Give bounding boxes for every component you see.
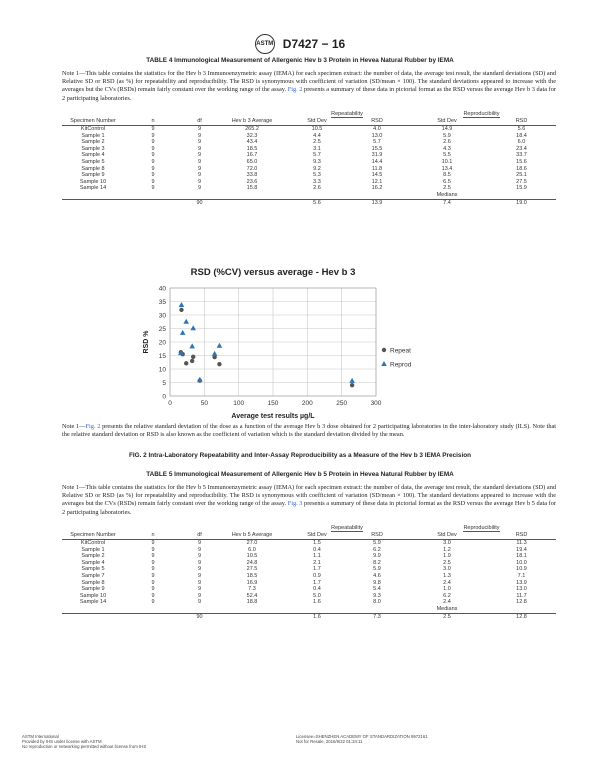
table-cell: Sample 4 bbox=[81, 559, 105, 566]
table-cell: KitControl bbox=[80, 540, 106, 546]
table-row bbox=[62, 547, 556, 554]
table-cell: 4.6 bbox=[373, 572, 381, 579]
column-header: RSD bbox=[347, 532, 407, 540]
table-cell: 15.6 bbox=[516, 158, 527, 165]
table-cell: 5.6 bbox=[517, 126, 526, 132]
legend-label: Repeat bbox=[390, 347, 411, 355]
table-cell: 9.8 bbox=[373, 579, 381, 586]
table-cell: 5.7 bbox=[313, 152, 321, 159]
table-cell: 8.2 bbox=[373, 559, 381, 566]
chart-title: RSD (%CV) versus average - Hev b 3 bbox=[190, 267, 356, 278]
table-cell: 12.1 bbox=[371, 178, 383, 185]
table-cell: Sample 9 bbox=[81, 172, 105, 179]
legend-marker-reprod bbox=[381, 361, 387, 366]
table-row bbox=[62, 172, 556, 179]
table-cell: 18.5 bbox=[246, 145, 258, 152]
y-tick-label: 10 bbox=[158, 366, 166, 374]
table-cell: 9 bbox=[151, 185, 155, 192]
summary-cell bbox=[217, 199, 287, 206]
figure2-caption: FIG. 2 Intra-Laboratory Repeatability and Inter-Assay Reproducibility as a Measure of the Hev b 3 IEMA Precision bbox=[128, 452, 472, 459]
y-tick-label: 0 bbox=[162, 393, 166, 401]
table4-header-row bbox=[62, 118, 556, 126]
table-cell: 23.4 bbox=[516, 145, 527, 152]
column-header: Hev b 3 Average bbox=[217, 118, 287, 126]
table-cell: 9 bbox=[197, 592, 202, 599]
table-cell: 9.9 bbox=[373, 553, 381, 560]
table-cell: 31.9 bbox=[371, 152, 383, 159]
table-cell: 9 bbox=[197, 185, 202, 192]
table-cell: 9 bbox=[151, 559, 155, 566]
table-cell: 14.4 bbox=[371, 158, 383, 165]
table-cell: 1.1 bbox=[313, 553, 321, 560]
x-tick-label: 0 bbox=[168, 400, 172, 407]
table-cell: Sample 7 bbox=[81, 572, 105, 579]
table-cell: 2.5 bbox=[443, 185, 451, 192]
table-cell: 9 bbox=[197, 566, 202, 573]
table-cell: Sample 10 bbox=[79, 178, 107, 185]
note-text: —This table contains the statistics for the Hev b 3 Immunoenzymetric assay (IEMA) for each specimen extract: the number of data, the average test result, the standard deviations (SD) and Relative SD or RSD (as %) for repeatability and reproducibility. The RSD is synonymous with coefficient of variation (SD/mean × 100). The standard deviations appeared to increase with the averages but the CVs (RSDs) remain fairly constant over the working range of the assay. bbox=[62, 70, 556, 94]
table-row bbox=[62, 133, 556, 140]
table-cell: 0.4 bbox=[313, 546, 321, 553]
table-cell: Sample 14 bbox=[79, 185, 107, 192]
table-cell: 1.0 bbox=[443, 586, 451, 593]
y-tick-label: 5 bbox=[162, 380, 166, 387]
table-cell: 3.0 bbox=[443, 566, 451, 573]
table-cell: 6.2 bbox=[443, 592, 451, 599]
table-cell: 9 bbox=[197, 553, 202, 560]
summary-cell: 13.9 bbox=[347, 199, 407, 206]
medians-label: Medians bbox=[436, 605, 458, 612]
table5-header-row bbox=[62, 532, 556, 540]
table-cell: 9 bbox=[151, 158, 155, 165]
table-cell: Sample 9 bbox=[81, 586, 105, 593]
table-row bbox=[62, 580, 556, 587]
table-cell: Sample 1 bbox=[81, 546, 105, 553]
table-cell: Sample 10 bbox=[79, 592, 107, 599]
data-point-reprod bbox=[189, 343, 195, 348]
table-cell: 25.1 bbox=[516, 172, 527, 179]
x-tick-label: 150 bbox=[267, 400, 279, 407]
table-cell: 4.0 bbox=[373, 126, 381, 132]
data-point-repeat bbox=[350, 383, 354, 387]
table-cell: 9 bbox=[197, 165, 202, 172]
table-cell: 1.5 bbox=[313, 540, 321, 546]
data-point-repeat bbox=[217, 362, 221, 366]
table-row bbox=[62, 185, 556, 192]
table-row bbox=[62, 152, 556, 159]
table-cell: Sample 1 bbox=[81, 132, 105, 139]
column-header: Std Dev bbox=[407, 118, 487, 126]
table-cell: 9.2 bbox=[313, 165, 321, 172]
table-cell: 9 bbox=[197, 139, 202, 146]
legend-marker-repeat bbox=[382, 348, 386, 352]
table-cell: 1.2 bbox=[443, 546, 451, 553]
table-cell: 24.8 bbox=[246, 559, 258, 566]
table-cell: 15.5 bbox=[371, 145, 383, 152]
table-cell: 9.3 bbox=[373, 592, 381, 599]
table-row bbox=[62, 573, 556, 580]
table-cell: Sample 5 bbox=[81, 158, 105, 165]
note-text: presents a summary of these data in pictorial format as the RSD versus the average Hev b 5 data for 2 participating laboratories. bbox=[62, 500, 556, 516]
table-cell: 5.9 bbox=[373, 566, 381, 573]
table-cell: 33.8 bbox=[246, 172, 258, 179]
table-cell: 9 bbox=[197, 158, 202, 165]
table-cell: 9 bbox=[151, 546, 155, 553]
table-cell: 5.5 bbox=[443, 152, 451, 159]
table-cell: 9 bbox=[197, 178, 202, 185]
x-tick-label: 250 bbox=[336, 400, 348, 407]
table-cell: 2.6 bbox=[443, 139, 451, 146]
table-cell: KitControl bbox=[80, 126, 106, 132]
table-cell: 9 bbox=[151, 572, 155, 579]
x-tick-label: 50 bbox=[200, 400, 208, 407]
table-cell: 9 bbox=[151, 178, 155, 185]
table-cell: Sample 3 bbox=[81, 145, 105, 152]
summary-cell: 12.8 bbox=[487, 613, 556, 620]
medians-row bbox=[62, 606, 556, 613]
summary-cell: 90 bbox=[182, 199, 217, 206]
data-point-reprod bbox=[180, 330, 186, 335]
table-cell: 9 bbox=[151, 579, 155, 586]
y-axis-label: RSD % bbox=[143, 330, 150, 354]
note-text: —This table contains the statistics for the Hev b 5 Immunoenzymetric assay (IEMA) for each specimen extract: the number of data, the average test result, the standard deviations (SD) and Relative SD or RSD (as %) for repeatability and reproducibility. The RSD is synonymous with coefficient of variation (SD/mean × 100). The standard deviations appeared to increase with the averages but the CVs (RSDs) remain fairly constant over the working range of the assay. bbox=[62, 484, 556, 508]
table-cell: 4.3 bbox=[443, 145, 451, 152]
table-cell: Sample 2 bbox=[81, 553, 105, 560]
data-point-repeat bbox=[191, 355, 195, 359]
summary-cell bbox=[124, 613, 182, 620]
table-cell: 10.1 bbox=[441, 158, 453, 165]
table-cell: 9 bbox=[197, 586, 202, 593]
table-cell: 9 bbox=[197, 152, 202, 159]
table-cell: 11.8 bbox=[371, 165, 383, 172]
summary-cell bbox=[217, 613, 287, 620]
summary-row bbox=[62, 199, 556, 206]
table-cell: 5.4 bbox=[373, 586, 381, 593]
table4 bbox=[62, 110, 556, 206]
summary-cell: 5.6 bbox=[287, 199, 347, 206]
table-cell: Sample 14 bbox=[79, 599, 107, 606]
y-tick-label: 15 bbox=[158, 353, 166, 360]
table-cell: 2.1 bbox=[313, 559, 321, 566]
table-cell: 5.9 bbox=[373, 540, 381, 546]
summary-cell bbox=[62, 613, 124, 620]
table-cell: 12.8 bbox=[516, 599, 527, 606]
table-cell: 11.7 bbox=[516, 592, 527, 599]
data-point-repeat bbox=[179, 308, 183, 312]
table-cell: 9 bbox=[197, 546, 202, 553]
table-cell: 15.8 bbox=[246, 185, 258, 192]
table-cell: 5.9 bbox=[443, 132, 451, 139]
footer-left bbox=[22, 734, 146, 750]
table-cell: 23.6 bbox=[246, 178, 258, 185]
table-cell: 27.0 bbox=[246, 540, 258, 546]
table-cell: 9 bbox=[151, 599, 155, 606]
table-cell: 5.0 bbox=[313, 592, 321, 599]
table-cell: 1.7 bbox=[313, 566, 321, 573]
table-cell: 4.4 bbox=[313, 132, 321, 139]
table-cell: 18.6 bbox=[516, 165, 527, 172]
table-cell: 9 bbox=[151, 126, 155, 132]
table-cell: 3.1 bbox=[313, 145, 321, 152]
table-cell: 15.9 bbox=[516, 185, 527, 192]
note-text: presents the relative standard deviation of the dose as a function of the average Hev b 3 dose obtained for 2 participating laboratories in the inter-laboratory study (ILS). Note that the relative standard deviation or RSD is also known as the coefficient of variation which is the standard deviation divided by the mean. bbox=[62, 423, 557, 439]
table-cell: 9 bbox=[151, 172, 155, 179]
x-axis-label: Average test results µg/L bbox=[231, 413, 315, 420]
table-row bbox=[62, 126, 556, 133]
table-row bbox=[62, 593, 556, 600]
table-cell: 9 bbox=[197, 145, 202, 152]
note-label: Note 1 bbox=[62, 484, 80, 491]
table-cell: 18.4 bbox=[516, 132, 527, 139]
table-cell: 0.4 bbox=[313, 586, 321, 593]
summary-cell: 7.3 bbox=[347, 613, 407, 620]
table-cell: 6.0 bbox=[248, 546, 256, 553]
table-cell: 2.5 bbox=[313, 139, 321, 146]
table-cell: 18.5 bbox=[246, 572, 258, 579]
column-header: RSD bbox=[487, 118, 556, 126]
table-cell: 8.0 bbox=[373, 599, 381, 606]
y-tick-label: 20 bbox=[158, 339, 166, 347]
table-cell: 9 bbox=[151, 592, 155, 599]
table5-title: TABLE 5 Immunological Measurement of Allergenic Hev b 5 Protein in Hevea Natural Rubber by IEMA bbox=[146, 471, 454, 478]
table-cell: 9 bbox=[197, 579, 202, 586]
summary-cell: 19.0 bbox=[487, 199, 556, 206]
table-cell: 1.6 bbox=[313, 599, 321, 606]
note-label: Note 1 bbox=[62, 70, 80, 77]
rsd-scatter-chart bbox=[120, 258, 450, 420]
y-tick-label: 30 bbox=[158, 312, 166, 320]
footer-line: ASTM International bbox=[22, 734, 59, 739]
column-header: RSD bbox=[347, 118, 407, 126]
data-point-reprod bbox=[349, 378, 355, 383]
footer-line: Provided by IHS under license with ASTM bbox=[22, 739, 102, 745]
fig3-link[interactable]: Fig. 3 bbox=[287, 500, 303, 508]
summary-row bbox=[62, 613, 556, 620]
table-cell: 265.2 bbox=[245, 126, 259, 132]
table-cell: 2.5 bbox=[443, 559, 451, 566]
table-cell: Sample 8 bbox=[81, 579, 105, 586]
table-row bbox=[62, 553, 556, 560]
table-row bbox=[62, 139, 556, 146]
table-cell: 27.5 bbox=[246, 566, 258, 573]
table-cell: 14.5 bbox=[371, 172, 383, 179]
footer-line: Not for Resale, 2016/9/22 01:34:11 bbox=[296, 739, 363, 745]
data-point-reprod bbox=[190, 325, 196, 330]
column-header: n bbox=[124, 532, 182, 540]
table-cell: 14.9 bbox=[441, 126, 453, 132]
note-text: presents a summary of these data in pictorial format as the RSD versus the average Hev b 3 data for 2 participating laboratories. bbox=[62, 86, 556, 102]
table-cell: 1.7 bbox=[313, 579, 321, 586]
table-cell: Sample 2 bbox=[81, 139, 105, 146]
astm-logo-icon: ASTM bbox=[255, 34, 275, 54]
summary-cell: 2.5 bbox=[407, 613, 487, 620]
table-cell: 9 bbox=[151, 566, 155, 573]
summary-cell bbox=[62, 199, 124, 206]
table-row bbox=[62, 166, 556, 173]
table-row bbox=[62, 586, 556, 593]
data-point-reprod bbox=[212, 351, 218, 356]
y-tick-label: 40 bbox=[158, 285, 166, 293]
table-row bbox=[62, 146, 556, 153]
table-cell: 10.9 bbox=[516, 566, 527, 573]
x-tick-label: 300 bbox=[370, 400, 382, 407]
column-header: RSD bbox=[487, 532, 556, 540]
table-row bbox=[62, 159, 556, 166]
table-cell: Sample 8 bbox=[81, 165, 105, 172]
table-cell: 1.3 bbox=[443, 572, 451, 579]
y-tick-label: 25 bbox=[158, 326, 166, 333]
table-cell: 13.0 bbox=[371, 132, 383, 139]
table5-note bbox=[62, 484, 556, 517]
table-cell: Sample 4 bbox=[81, 152, 105, 159]
table-cell: 5.7 bbox=[373, 139, 381, 146]
table-cell: 9 bbox=[151, 165, 155, 172]
fig2-link[interactable]: Fig. 2 bbox=[287, 86, 303, 94]
table-cell: 2.4 bbox=[443, 579, 451, 586]
table-cell: 65.0 bbox=[246, 158, 258, 165]
group-header-repeatability: Repeatability bbox=[331, 110, 363, 117]
table-cell: 2.4 bbox=[443, 599, 451, 606]
table-cell: 6.2 bbox=[373, 546, 381, 553]
table-cell: 3.0 bbox=[443, 540, 451, 546]
table-cell: 9 bbox=[151, 586, 155, 593]
x-tick-label: 200 bbox=[301, 400, 313, 407]
table-cell: 9 bbox=[197, 572, 202, 579]
table-cell: 8.5 bbox=[443, 172, 451, 179]
document-header bbox=[0, 34, 600, 54]
table-cell: 43.4 bbox=[246, 139, 258, 146]
table-cell: 9 bbox=[151, 152, 155, 159]
table-cell: 5.3 bbox=[313, 172, 321, 179]
table-row bbox=[62, 560, 556, 567]
table-cell: 9 bbox=[197, 559, 202, 566]
table-cell: 6.5 bbox=[443, 178, 451, 185]
x-tick-label: 100 bbox=[233, 400, 245, 407]
table-cell: 33.7 bbox=[516, 152, 527, 159]
document-id: D7427 − 16 bbox=[282, 37, 346, 51]
table-cell: 9.3 bbox=[313, 158, 321, 165]
table4-title: TABLE 4 Immunological Measurement of Allergenic Hev b 3 Protein in Hevea Natural Rubber by IEMA bbox=[146, 57, 454, 64]
figure2-note: Note 1—Fig. 2 presents the relative standard deviation of the dose as a function of the average Hev b 3 dose obtained for 2 participating laboratories in the inter-laboratory study (ILS). Note that the relative standard deviation or RSD is also known as the coefficient of variation which is the standard deviation divided by the mean. bbox=[62, 423, 557, 439]
table-cell: 9 bbox=[151, 132, 155, 139]
footer-right bbox=[296, 734, 428, 744]
column-header: Std Dev bbox=[407, 532, 487, 540]
table-cell: 9 bbox=[197, 540, 202, 546]
summary-cell: 7.4 bbox=[407, 199, 487, 206]
group-header-repeatability: Repeatability bbox=[331, 524, 363, 531]
fig2-link[interactable]: Fig. 2 bbox=[85, 423, 101, 430]
y-tick-label: 35 bbox=[158, 299, 166, 306]
table-cell: Sample 5 bbox=[81, 566, 105, 573]
table-cell: 7.1 bbox=[517, 572, 526, 579]
data-point-repeat bbox=[184, 361, 188, 365]
table-cell: 9 bbox=[197, 599, 202, 606]
table-row bbox=[62, 599, 556, 606]
table-cell: 18.1 bbox=[516, 553, 527, 560]
table-cell: 0.9 bbox=[313, 572, 321, 579]
column-header: df bbox=[182, 118, 217, 126]
table-cell: 18.8 bbox=[246, 599, 258, 606]
column-header: Std Dev bbox=[287, 118, 347, 126]
group-header-reproducibility: Reproducibility bbox=[463, 524, 500, 531]
table-cell: 16.7 bbox=[246, 152, 258, 159]
column-header: Hev b 5 Average bbox=[217, 532, 287, 540]
table-cell: 10.5 bbox=[311, 126, 323, 132]
table-cell: 13.0 bbox=[516, 586, 527, 593]
summary-cell: 90 bbox=[182, 613, 217, 620]
table-cell: 16.2 bbox=[371, 185, 383, 192]
table-cell: 9 bbox=[151, 553, 155, 560]
table-row bbox=[62, 179, 556, 186]
footer-line: No reproduction or networking permitted without license from IHS bbox=[22, 744, 147, 750]
table-cell: 7.3 bbox=[248, 586, 256, 593]
table-cell: 19.4 bbox=[516, 546, 527, 553]
table-cell: 2.6 bbox=[313, 185, 321, 192]
table-cell: 3.3 bbox=[313, 178, 321, 185]
table-cell: 9 bbox=[197, 132, 202, 139]
medians-row bbox=[62, 192, 556, 199]
summary-cell bbox=[124, 199, 182, 206]
table-cell: 32.3 bbox=[246, 132, 258, 139]
table-row bbox=[62, 540, 556, 547]
table-cell: 1.9 bbox=[443, 553, 451, 560]
group-header-reproducibility: Reproducibility bbox=[463, 110, 500, 117]
table-cell: 9 bbox=[151, 139, 155, 146]
column-header: Specimen Number bbox=[62, 532, 124, 540]
data-point-reprod bbox=[217, 343, 223, 348]
table4-note bbox=[62, 70, 556, 103]
column-header: n bbox=[124, 118, 182, 126]
table-cell: 9 bbox=[151, 540, 155, 546]
table-cell: 13.9 bbox=[516, 579, 527, 586]
footer-line: Licensee=SHENZHEN ACADEMY OF STANDARDIZATION 9972161 bbox=[296, 734, 428, 739]
table-row bbox=[62, 566, 556, 573]
table-cell: 27.5 bbox=[516, 178, 527, 185]
medians-label: Medians bbox=[436, 191, 458, 198]
summary-cell: 1.6 bbox=[287, 613, 347, 620]
data-point-reprod bbox=[179, 302, 185, 307]
table-cell: 13.4 bbox=[441, 165, 453, 172]
column-header: Std Dev bbox=[287, 532, 347, 540]
table-cell: 72.0 bbox=[246, 165, 258, 172]
data-point-reprod bbox=[183, 319, 189, 324]
table-cell: 9 bbox=[151, 145, 155, 152]
column-header: df bbox=[182, 532, 217, 540]
data-point-reprod bbox=[197, 377, 203, 382]
table-cell: 9 bbox=[197, 172, 202, 179]
table5 bbox=[62, 524, 556, 620]
table-cell: 10.0 bbox=[516, 559, 527, 566]
table-cell: 11.3 bbox=[516, 540, 527, 546]
legend-label: Reprod bbox=[390, 361, 412, 369]
table-cell: 10.5 bbox=[246, 553, 258, 560]
data-point-repeat bbox=[190, 359, 194, 363]
table-cell: 9 bbox=[197, 126, 202, 132]
table-cell: 6.0 bbox=[517, 139, 526, 146]
table-cell: 16.9 bbox=[246, 579, 258, 586]
table-cell: 52.4 bbox=[246, 592, 258, 599]
column-header: Specimen Number bbox=[62, 118, 124, 126]
note-label: Note 1 bbox=[62, 423, 80, 430]
